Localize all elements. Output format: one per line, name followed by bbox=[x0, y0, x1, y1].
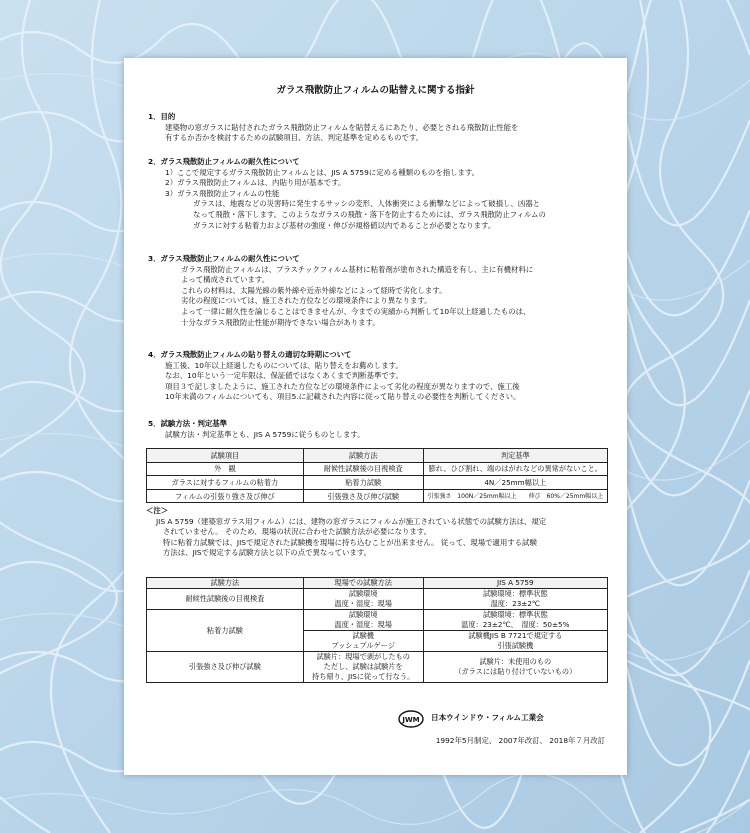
paragraph-line: ガラスに対する粘着力および基材の強度・伸びが規格値以内であることが必要となります。 bbox=[193, 220, 496, 230]
cell-line: 試験環境：標準状態 bbox=[482, 589, 548, 598]
table-cell bbox=[303, 652, 423, 683]
column-header: JIS A 5759 bbox=[423, 578, 607, 589]
table-row bbox=[147, 462, 608, 476]
table-row bbox=[147, 589, 608, 610]
document-page bbox=[124, 58, 627, 775]
section-test-methods bbox=[148, 419, 603, 440]
cell-line: 温度・湿度：現場 bbox=[334, 620, 392, 629]
table-cell: フィルムの引張り強さ及び伸び bbox=[147, 489, 304, 503]
cell-line: （ガラスには貼り付けていないもの） bbox=[454, 667, 577, 676]
cell-line: 試験機JIS B 7721で規定する bbox=[468, 631, 563, 640]
section-purpose bbox=[148, 112, 603, 144]
paragraph-line: なお、10年という一定年限は、保証値ではなくあくまで判断基準です。 bbox=[165, 371, 403, 381]
paragraph-line: 10年未満のフィルムについても、項目5.に記載された内容に従って貼り替えの必要性を判断してください。 bbox=[165, 392, 521, 402]
table-cell: 引張強さ及び伸び試験 bbox=[303, 489, 423, 503]
section-durability-detail bbox=[148, 254, 603, 328]
table-header-row bbox=[147, 578, 608, 589]
table-cell bbox=[423, 652, 607, 683]
table-cell: ガラスに対するフィルムの粘着力 bbox=[147, 476, 304, 490]
cell-line: 持ち帰り、JISに従って行なう。 bbox=[312, 672, 415, 681]
organization-name: 日本ウインドウ・フィルム工業会 bbox=[431, 713, 544, 722]
paragraph-line: ガラス飛散防止フィルムは、プラスチックフィルム基材に粘着剤が塗布された構造を有し、主に有機材料に bbox=[181, 264, 534, 274]
table-cell: 膨れ、ひび割れ、端のはがれなどの異常がないこと。 bbox=[423, 462, 607, 476]
table-cell bbox=[423, 589, 607, 610]
cell-line: 温度・湿度：現場 bbox=[334, 599, 392, 608]
column-header: 判定基準 bbox=[423, 449, 607, 463]
table-cell: 外 観 bbox=[147, 462, 304, 476]
table-cell: 粘着力試験 bbox=[147, 610, 304, 652]
cell-line: 試験片：現場で剥がしたもの bbox=[316, 652, 410, 661]
section-replacement-timing bbox=[148, 350, 603, 403]
table-header-row bbox=[147, 449, 608, 463]
table-cell bbox=[423, 631, 607, 652]
paragraph-line: 施工後、10年以上経過したものについては、貼り替えをお薦めします。 bbox=[165, 360, 403, 370]
section-heading: 5．試験方法・判定基準 bbox=[148, 419, 228, 428]
cell-line: プッシュプルゲージ bbox=[331, 641, 395, 650]
revision-dates: 1992年5月制定、 2007年改訂、 2018年７月改訂 bbox=[435, 736, 605, 745]
table-row bbox=[147, 652, 608, 683]
list-item: 3）ガラス飛散防止フィルムの性能 bbox=[165, 188, 280, 198]
table-cell: 4N／25mm幅以上 bbox=[423, 476, 607, 490]
paragraph-line: 建築物の窓ガラスに貼付されたガラス飛散防止フィルムを貼替えるにあたり、必要とされる飛散防止性能を bbox=[165, 122, 519, 132]
table-cell bbox=[423, 610, 607, 631]
table-row bbox=[147, 476, 608, 490]
jwm-logo-icon bbox=[398, 710, 424, 728]
paragraph-line: 試験方法・判定基準とも、JIS A 5759に従うものとします。 bbox=[165, 429, 365, 439]
table-row bbox=[147, 610, 608, 631]
paragraph-line: これらの材料は、太陽光線の紫外線や近赤外線などによって経時で劣化します。 bbox=[181, 285, 447, 295]
note-heading: ＜注＞ bbox=[146, 506, 169, 515]
cell-line: 試験片：未使用のもの bbox=[479, 657, 552, 666]
section-heading: 1．目的 bbox=[148, 112, 176, 121]
table-cell: 引張強さ及び伸び試験 bbox=[147, 652, 304, 683]
logo-text: JWM bbox=[402, 716, 420, 724]
section-heading: 3．ガラス飛散防止フィルムの耐久性について bbox=[148, 254, 300, 263]
section-durability bbox=[148, 157, 603, 231]
table-cell bbox=[303, 610, 423, 631]
column-header: 試験項目 bbox=[147, 449, 304, 463]
paragraph-line: 十分なガラス飛散防止性能が期待できない場合があります。 bbox=[181, 317, 380, 327]
note-section bbox=[146, 506, 603, 559]
list-item: 2）ガラス飛散防止フィルムは、内貼り用が基本です。 bbox=[165, 178, 346, 188]
column-header: 試験方法 bbox=[303, 449, 423, 463]
cell-line: 試験環境：標準状態 bbox=[482, 610, 548, 619]
table-cell: 粘着力試験 bbox=[303, 476, 423, 490]
table-cell: 耐候性試験後の目視検査 bbox=[147, 589, 304, 610]
document-title: ガラス飛散防止フィルムの貼替えに関する指針 bbox=[276, 85, 475, 96]
list-item: 1）ここで規定するガラス飛散防止フィルムとは、JIS A 5759に定める種類のものを指します。 bbox=[165, 167, 480, 177]
column-header: 現場での試験方法 bbox=[303, 578, 423, 589]
paragraph-line: 劣化の程度については、施工された方位などの環境条件により異なります。 bbox=[181, 296, 432, 306]
paragraph-line: なって飛散・落下します。このようなガラスの飛散・落下を防止するためには、ガラス飛散防止フィルムの bbox=[193, 209, 546, 219]
note-line: 特に粘着力試験では、JISで規定された試験機を現場に持ち込むことが出来ません。 従って、現場で適用する試験 bbox=[163, 537, 537, 547]
cell-line: 温度：23±2℃、 湿度：50±5% bbox=[461, 620, 570, 629]
table-cell bbox=[303, 631, 423, 652]
cell-line: 試験環境 bbox=[348, 589, 378, 598]
cell-line: ただし、試験は試験片を bbox=[323, 662, 403, 671]
note-line: されていません。 そのため、現場の状況に合わせた試験方法が必要になります。 bbox=[163, 527, 431, 537]
paragraph-line: ガラスは、地震などの災害時に発生するサッシの変形、人体衝突による衝撃などによって破損し、凶器と bbox=[193, 199, 540, 209]
section-heading: 4．ガラス飛散防止フィルムの貼り替えの適切な時期について bbox=[148, 350, 352, 359]
column-header: 試験方法 bbox=[147, 578, 304, 589]
paragraph-line: よって一律に耐久性を論じることはできませんが、今までの実績から判断して10年以上経過したものは、 bbox=[181, 306, 531, 316]
table-cell: 耐候性試験後の目視検査 bbox=[303, 462, 423, 476]
table-row bbox=[147, 489, 608, 503]
comparison-table bbox=[146, 577, 608, 683]
table-cell: 引張強さ 100N／25mm幅以上 伸び 60%／25mm幅以上 bbox=[423, 489, 607, 503]
section-heading: 2．ガラス飛散防止フィルムの耐久性について bbox=[148, 157, 300, 166]
paragraph-line: 項目３で記しましたように、施工された方位などの環境条件によって劣化の程度が異なりますので、施工後 bbox=[165, 381, 520, 391]
criteria-table bbox=[146, 448, 608, 503]
cell-line: 試験環境 bbox=[348, 610, 378, 619]
paragraph-line: 有するか否かを検討するための試験項目、方法、判定基準を定めるものです。 bbox=[165, 133, 424, 143]
cell-line: 試験機 bbox=[352, 631, 374, 640]
table-cell bbox=[303, 589, 423, 610]
cell-line: 引張試験機 bbox=[497, 641, 534, 650]
paragraph-line: よって構成されています。 bbox=[181, 275, 270, 285]
note-line: 方法は、JISで規定する試験方法と以下の点で異なっています。 bbox=[163, 548, 372, 558]
cell-line: 温度：23±2℃ bbox=[490, 599, 540, 608]
note-line: JIS A 5759（建築窓ガラス用フィルム）には、建物の窓ガラスにフィルムが施工されている状態での試験方法は、規定 bbox=[156, 516, 547, 526]
